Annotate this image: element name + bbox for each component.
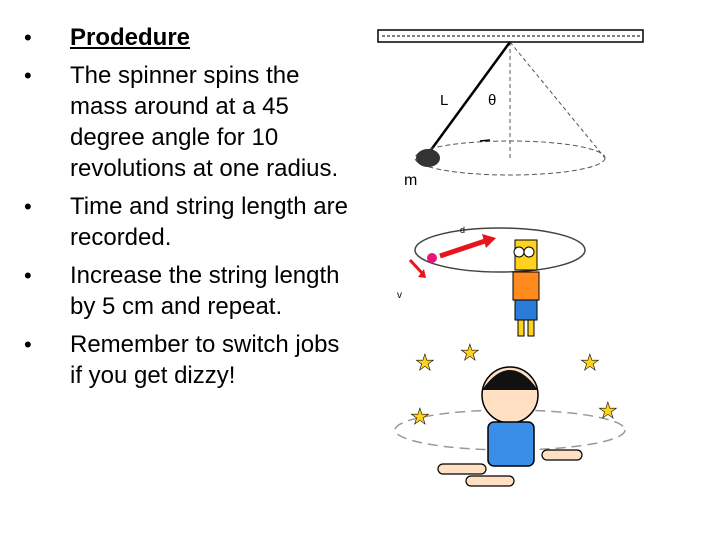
radius-arrowhead	[482, 234, 496, 248]
procedure-heading-text: Prodedure	[70, 24, 191, 51]
bullet-spinner-procedure: • The spinner spins the mass around at a 45 degree angle for 10 revolutions at one radius.	[18, 60, 348, 184]
bullet-record: • Time and string length are recorded.	[18, 191, 348, 253]
girl-arm	[542, 450, 582, 460]
illustrations	[370, 20, 650, 500]
girl-leg-right	[466, 476, 514, 486]
spinner-shorts	[515, 300, 537, 320]
dizzy-star-icon: ★	[410, 404, 430, 429]
dizzy-star-icon: ★	[460, 340, 480, 365]
conical-pendulum-diagram	[378, 30, 643, 189]
spinner-eye-left	[514, 247, 524, 257]
angle-label: θ	[488, 92, 497, 109]
dizzy-girl-figure	[395, 340, 625, 486]
dizzy-star-icon: ★	[598, 398, 618, 423]
girl-dress	[488, 422, 534, 466]
spinner-leg-right	[528, 320, 534, 336]
spinner-leg-left	[518, 320, 524, 336]
spinner-figure	[397, 225, 585, 336]
dizzy-star-icon: ★	[580, 350, 600, 375]
mass-label: m	[404, 172, 418, 189]
girl-hair	[482, 370, 538, 390]
bullet-increase-length: • Increase the string length by 5 cm and repeat.	[18, 260, 348, 322]
procedure-heading	[18, 22, 348, 53]
spinner-shirt	[513, 272, 539, 300]
radius-label: d	[460, 225, 466, 235]
cone-right-edge	[510, 42, 605, 158]
path-direction-arrow	[480, 140, 490, 141]
spinner-eye-right	[524, 247, 534, 257]
radius-arrow	[440, 240, 488, 256]
velocity-label: v	[397, 290, 402, 301]
procedure-list	[18, 22, 348, 398]
girl-leg-left	[438, 464, 486, 474]
bullet-switch-jobs: • Remember to switch jobs if you get dizzy!	[18, 329, 348, 391]
pendulum-mass	[416, 149, 440, 167]
spinning-mass	[427, 253, 437, 263]
dizzy-star-icon: ★	[415, 350, 435, 375]
velocity-arrow	[410, 260, 422, 273]
spin-orbit	[415, 228, 585, 272]
length-label: L	[440, 92, 449, 109]
